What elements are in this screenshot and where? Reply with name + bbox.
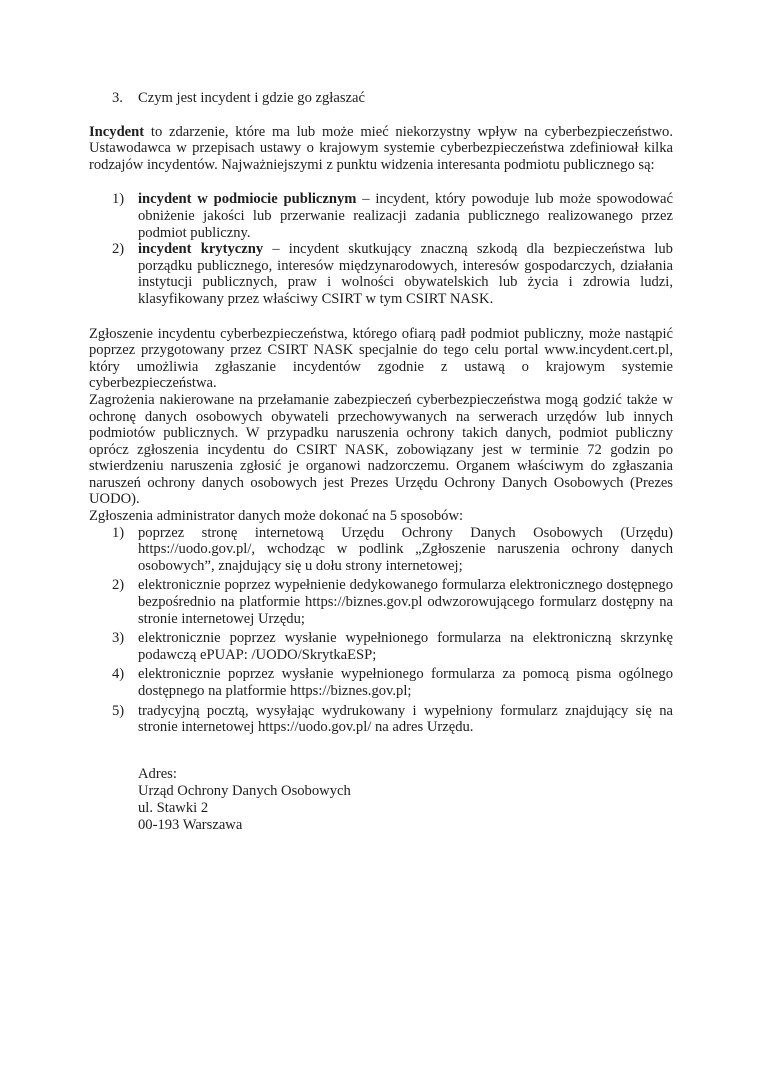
- address-line: 00-193 Warszawa: [138, 816, 243, 833]
- definition-item: [112, 241, 673, 307]
- data-protection-paragraph: Zagrożenia nakierowane na przełamanie zabezpieczeń cyberbezpieczeństwa mogą godzić także w ochronę danych osobowych obywateli przechowywanych na serwerach urzędów lub innych podmiotów publicznych. W przypadku naruszenia ochrony takich danych, podmiot publiczny oprócz zgłoszenia incydentu do CSIRT NASK, zobowiązany jest w terminie 72 godzin po stwierdzeniu naruszenia zgłosić je organowi nadzorczemu. Organem właściwym do zgłaszania naruszeń ochrony danych osobowych jest Prezes Urzędu Ochrony Danych Osobowych (Prezes UODO).: [89, 391, 673, 508]
- list-item-number: 2): [112, 577, 125, 594]
- list-item-text: tradycyjną pocztą, wysyłając wydrukowany i wypełniony formularz znajdujący się na stronie internetowej https://uodo.gov.pl/ na adres Urzędu.: [138, 702, 673, 736]
- definition-item: [112, 191, 673, 241]
- definition-term: incydent krytyczny: [138, 241, 264, 258]
- document-content: [89, 90, 673, 834]
- definition-text: – incydent, który powoduje lub może spowodować obniżenie jakości lub przerwanie realizacji zadania publicznego realizowanego przez podmiot publiczny.: [138, 191, 674, 241]
- address-label: Adres:: [138, 765, 177, 782]
- reporting-portal-paragraph: Zgłoszenie incydentu cyberbezpieczeństwa, którego ofiarą padł podmiot publiczny, może nastąpić poprzez przygotowany przez CSIRT NASK specjalnie do tego celu portal www.incydent.cert.pl, który umożliwia zgłaszanie incydentów zgodnie z ustawą o krajowym systemie cyberbezpieczeństwa.: [89, 325, 673, 392]
- definition-number: 1): [112, 191, 125, 208]
- address-line: Urząd Ochrony Danych Osobowych: [138, 782, 351, 799]
- address-line: ul. Stawki 2: [138, 799, 209, 816]
- list-item-text: elektronicznie poprzez wysłanie wypełnionego formularza za pomocą pisma ogólnego dostępnego na platformie https://biznes.gov.pl;: [138, 666, 673, 699]
- list-item-number: 5): [112, 702, 125, 719]
- list-item-number: 3): [112, 630, 125, 647]
- reporting-methods-intro: Zgłoszenia administrator danych może dokonać na 5 sposobów:: [89, 508, 464, 525]
- list-item: [112, 666, 673, 699]
- intro-text: to zdarzenie, które ma lub może mieć niekorzystny wpływ na cyberbezpieczeństwo. Ustawodawca w przepisach ustawy o krajowym systemie cyberbezpieczeństwa zdefiniował kilka rodzajów incydentów. Najważniejszymi z punktu widzenia interesanta podmiotu publicznego są:: [89, 123, 673, 173]
- definition-term: incydent w podmiocie publicznym: [138, 191, 357, 208]
- definition-text: – incydent skutkujący znaczną szkodą dla bezpieczeństwa lub porządku publicznego, interesów międzynarodowych, interesów gospodarczych, działania instytucji publicznych, praw i wolności obywatelskich lub życia i zdrowia ludzi, klasyfikowany przez właściwy CSIRT w tym CSIRT NASK.: [138, 241, 673, 307]
- intro-paragraph: [89, 124, 673, 174]
- list-item-number: 4): [112, 666, 125, 683]
- section-heading: [112, 90, 673, 107]
- intro-term: Incydent: [89, 123, 145, 140]
- list-item-text: poprzez stronę internetową Urzędu Ochrony Danych Osobowych (Urzędu) https://uodo.gov.pl/, wchodząc w podlink „Zgłoszenie naruszenia ochrony danych osobowych”, znajdujący się u dołu strony internetowej;: [138, 524, 673, 574]
- list-item: [112, 630, 673, 663]
- reporting-methods-list: [112, 525, 673, 736]
- definition-number: 2): [112, 241, 125, 258]
- incident-definitions-list: [112, 191, 673, 307]
- section-number: 3.: [112, 90, 123, 106]
- list-item-number: 1): [112, 524, 125, 541]
- postal-address: [138, 766, 673, 834]
- list-item: [112, 525, 673, 575]
- list-item-text: elektronicznie poprzez wypełnienie dedykowanego formularza elektronicznego dostępnego bezpośrednio na platformie https://biznes.gov.pl odwzorowującego formularz dostępny na stronie internetowej Urzędu;: [138, 577, 673, 627]
- section-title: Czym jest incydent i gdzie go zgłaszać: [138, 90, 365, 106]
- list-item-text: elektronicznie poprzez wysłanie wypełnionego formularza na elektroniczną skrzynkę podawczą ePUAP: /UODO/SkrytkaESP;: [138, 630, 673, 663]
- list-item: [112, 577, 673, 627]
- list-item: [112, 703, 673, 736]
